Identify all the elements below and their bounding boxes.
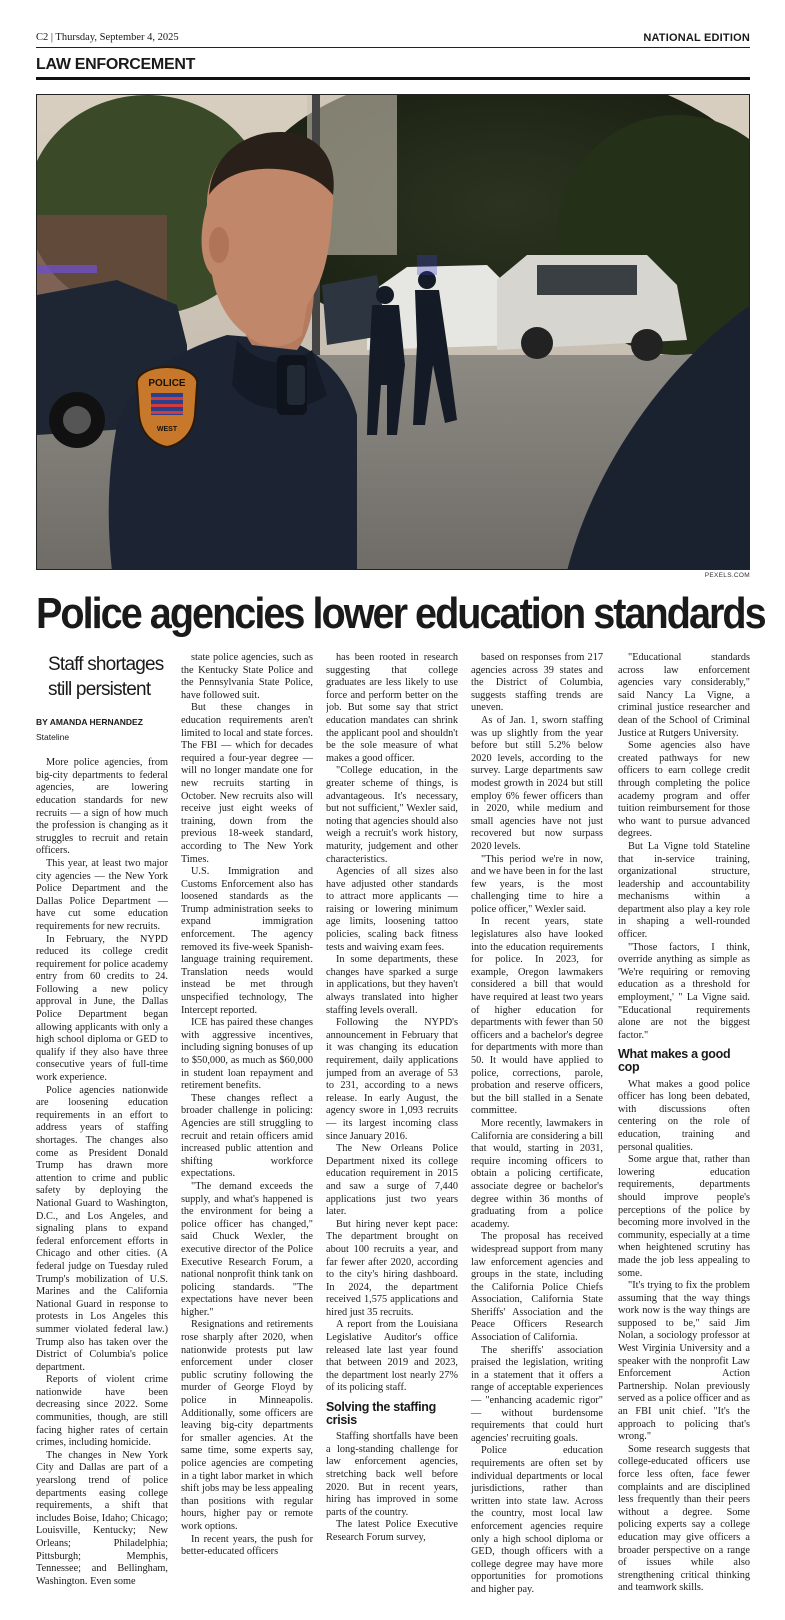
paragraph: state police agencies, such as the Kentucky State Police and the Pennsylvania State Police, have followed suit. (181, 652, 313, 701)
column-5-text-a (618, 652, 750, 1042)
paragraph: More recently, lawmakers in California are considering a bill that would, starting in 2031, require incoming officers to obtain a policing certificate, associate degree or bachelor's degree within 36 months of graduating from a police academy. (471, 1117, 603, 1230)
paragraph: "This period we're in now, and we have been in for the last few years, is the most challenging time to hire a police officer," Wexler said. (471, 853, 603, 915)
column-4 (471, 652, 603, 1612)
deck: Staff shortages still persistent (48, 654, 164, 700)
paragraph: Some research suggests that college-educated officers use force less often, face fewer complaints and are disciplined less frequently than their peers without a degree. Some policing experts say a college education may give officers a broader perspective on a range of issues while also strengthening critical thinking and teamwork skills. (618, 1443, 750, 1594)
paragraph: has been rooted in research suggesting that college graduates are less likely to use force and perform better on the job. But some say that strict education mandates can shrink the applicant pool and shouldn't be the sole measure of what makes a good officer. (326, 652, 458, 764)
paragraph: Police agencies nationwide are loosening education requirements in an effort to address years of staffing shortages. The changes also come as President Donald Trump has drawn more attention to crime and public safety by deploying the National Guard to Washington, D.C., and Los Angeles, and signaling plans to expand federal enforcement efforts in Chicago and other cities. (A federal judge on Tuesday ruled Trump's mobilization of U.S. Marines and the California National Guard in response to protests in Los Angeles this summer violated federal law.) Trump also has taken over the District of Columbia's police department. (36, 1084, 168, 1373)
paragraph: The sheriffs' association praised the legislation, writing in a statement that it offers a range of acceptable experiences — "enhancing academic rigor" — without burdensome requirements that could hurt agencies' recruiting goals. (471, 1344, 603, 1444)
paragraph: Staffing shortfalls have been a long-standing challenge for law enforcement agencies, stretching back well before 2020. But in recent years, hiring has improved in some parts of the country. (326, 1431, 458, 1518)
paragraph: The latest Police Executive Research Forum survey, (326, 1519, 458, 1543)
paragraph: As of Jan. 1, sworn staffing was up slightly from the year before but still 5.2% below 2020 levels, according to the survey. Large departments saw modest growth in 2024 but still employ 6% fewer officers than in 2020, while medium and small agencies have not just recovered but now surpass 2020 levels. (471, 714, 603, 852)
paragraph: Some argue that, rather than lowering education requirements, departments should improve people's perceptions of the police by becoming more involved in the community, especially at a time when heightened scrutiny has made the job less appealing to some. (618, 1154, 750, 1279)
article-body (36, 652, 750, 1612)
column-4-text (471, 652, 603, 1597)
subhead-good-cop: What makes a good cop (618, 1047, 731, 1074)
paragraph: But these changes in education requirements aren't limited to local and state forces. The FBI — which for decades required a four-year degree — will no longer mandate one for new recruits starting in October. New recruits also will receive just eight weeks of training, down from the previous 18-week standard, according to The New York Times. (181, 702, 313, 865)
column-3-text-a (326, 652, 458, 1395)
paragraph: Reports of violent crime nationwide have been decreasing since 2022. Some communities, though, are still facing higher rates of certain crimes, including homicide. (36, 1374, 168, 1449)
edition-label: NATIONAL EDITION (643, 32, 750, 44)
paragraph: "College education, in the greater scheme of things, is advantageous. It's necessary, but not sufficient," Wexler said, noting that agencies should also weigh a recruit's work history, maturity, judgement and other characteristics. (326, 765, 458, 865)
paragraph: The changes in New York City and Dallas are part of a yearslong trend of police departments easing college requirements, a shift that includes Boise, Idaho; Chicago; Louisville, Kentucky; New Orleans; Philadelphia; Pittsburgh; Memphis, Tennessee; and Bellingham, Washington. Even some (36, 1449, 168, 1587)
column-2 (181, 652, 313, 1612)
police-patch-icon (137, 367, 197, 447)
paragraph: Resignations and retirements rose sharply after 2020, when nationwide protests put law enforcement under closer public scrutiny following the murder of George Floyd by police in Minneapolis. Additionally, some officers are leaving big-city departments for smaller agencies. At the same time, some experts say, police agencies are competing in a tight labor market in which shift jobs may be less appealing than positions with regular hours, higher pay or remote work options. (181, 1319, 313, 1532)
paragraph: A report from the Louisiana Legislative Auditor's office released late last year found that between 2019 and 2023, the department lost nearly 27% of its policing staff. (326, 1319, 458, 1394)
paragraph: What makes a good police officer has long been debated, with discussions often centering on the role of education, training and personal qualities. (618, 1078, 750, 1153)
column-5-text-b (618, 1079, 750, 1595)
paragraph: "The demand exceeds the supply, and what's happened is the environment for being a police officer has changed," said Chuck Wexler, the executive director of the Police Executive Research Forum, a national nonprofit think tank on policing standards. "The expectations have never been higher." (181, 1180, 313, 1318)
column-3 (326, 652, 458, 1612)
photo-credit: PEXELS.COM (704, 572, 750, 579)
byline-org: Stateline (36, 731, 70, 742)
svg-text:WEST: WEST (156, 426, 178, 433)
paragraph: Following the NYPD's announcement in February that it was changing its education requirement, daily applications jumped from an average of 53 to 231, according to a news release. In early August, the agency swore in 1,093 recruits — its largest incoming class since January 2016. (326, 1017, 458, 1142)
paragraph: Police education requirements are often set by individual departments or local jurisdictions, rather than written into state law. Across the country, most local law enforcement agencies require only a high school diploma or GED, though officers with a college degree may have more opportunities for promotions and higher pay. (471, 1445, 603, 1595)
paragraph: ICE has paired these changes with aggressive incentives, including signing bonuses of up to $50,000, as much as $60,000 in student loan repayment and retirement benefits. (181, 1017, 313, 1092)
paragraph: "Those factors, I think, override anything as simple as 'We're requiring or removing education as a threshold for employment,' " La Vigne said. "Educational requirements alone are not the biggest factor." (618, 941, 750, 1041)
police-officer-photo (37, 95, 750, 570)
paragraph: "Educational standards across law enforcement agencies vary considerably," said Nancy La Vigne, a criminal justice researcher and dean of the School of Criminal Justice at Rutgers University. (618, 652, 750, 739)
folio-date: C2 | Thursday, September 4, 2025 (36, 32, 179, 43)
lead-photo (36, 94, 750, 570)
column-1 (36, 652, 168, 1612)
svg-text:POLICE: POLICE (148, 378, 186, 389)
section-rule (36, 77, 750, 80)
paragraph: based on responses from 217 agencies across 39 states and the District of Columbia, suggests staffing trends are uneven. (471, 652, 603, 714)
paragraph: In recent years, state legislatures also have looked into the education requirements for police. In 2023, for example, Oregon lawmakers considered a bill that would have required at least two years of higher education for departments with fewer than 50 officers and a bachelor's degree for departments with more than 50. It would have applied to police, corrections, parole, probation and reserve officers, but the bill stalled in a Senate committee. (471, 916, 603, 1117)
headline: Police agencies lower education standards (36, 589, 765, 638)
paragraph: U.S. Immigration and Customs Enforcement also has loosened standards as the Trump administration seeks to expand immigration enforcement. The agency removed its five-week Spanish-language training requirement. Translation needs would instead be met through unspecified technology, The Intercept reported. (181, 866, 313, 1016)
byline: BY AMANDA HERNANDEZ (36, 717, 143, 727)
column-1-text (36, 757, 168, 1588)
folio-bar (36, 32, 750, 48)
column-3-text-b (326, 1431, 458, 1544)
paragraph: The proposal has received widespread support from many law enforcement agencies and groups in the state, including the California Police Chiefs Association, California State Sheriffs' Association and the Peace Officers Research Association of California. (471, 1231, 603, 1344)
paragraph: These changes reflect a broader challenge in policing: Agencies are still struggling to recruit and retain officers amid increased public attention and shifting workforce expectations. (181, 1092, 313, 1180)
paragraph: Agencies of all sizes also have adjusted other standards to attract more applicants — raising or lowering minimum age limits, loosening tattoo policies, scaling back fitness tests and waiving exam fees. (326, 866, 458, 953)
paragraph: Some agencies also have created pathways for new officers to earn college credit through completing the police academy program and offer tuition reimbursement for those who want to pursue advanced degrees. (618, 740, 750, 840)
paragraph: But hiring never kept pace: The department brought on about 100 recruits a year, and far fewer after 2020, according to the city's hiring dashboard. In 2024, the department received 1,575 applications and hired just 35 recruits. (326, 1218, 458, 1318)
paragraph: In February, the NYPD reduced its college credit requirement for police academy entry from 60 credits to 24. Following a new policy approval in June, the Dallas Police Department began allowing applicants with only a high school diploma or GED to qualify if they also have three consecutive years of full-time work experience. (36, 933, 168, 1084)
paragraph: The New Orleans Police Department nixed its college education requirement in 2015 and saw a surge of 7,440 applications just two years later. (326, 1143, 458, 1218)
subhead-solving: Solving the staffing crisis (326, 1400, 436, 1427)
paragraph: More police agencies, from big-city departments to federal agencies, are lowering education standards for new recruits — a sign of how much the profession is changing as it struggles to recruit and retain officers. (36, 757, 168, 857)
paragraph: In recent years, the push for better-educated officers (181, 1533, 313, 1558)
paragraph: But La Vigne told Stateline that in-service training, organizational structure, leadership and accountability mechanisms within a department also play a key role in shaping a well-rounded officer. (618, 840, 750, 941)
column-2-text (181, 652, 313, 1559)
paragraph: In some departments, these changes have sparked a surge in applications, but they haven't always translated into higher staffing levels overall. (326, 954, 458, 1016)
paragraph: This year, at least two major city agencies — the New York Police Department and the Dallas Police Department — have cut some education requirements for new recruits. (36, 857, 168, 932)
column-5 (618, 652, 750, 1612)
section-title: LAW ENFORCEMENT (36, 56, 196, 73)
paragraph: "It's trying to fix the problem assuming that the way things work now is the way things are supposed to be," said Jim Nolan, a sociology professor at West Virginia University and a speaker with the nonprofit Law Enforcement Action Partnership. Nolan previously served as a police officer and as an FBI unit chief. "It's the approach to policing that's wrong." (618, 1280, 750, 1443)
folio-rule (36, 47, 750, 48)
